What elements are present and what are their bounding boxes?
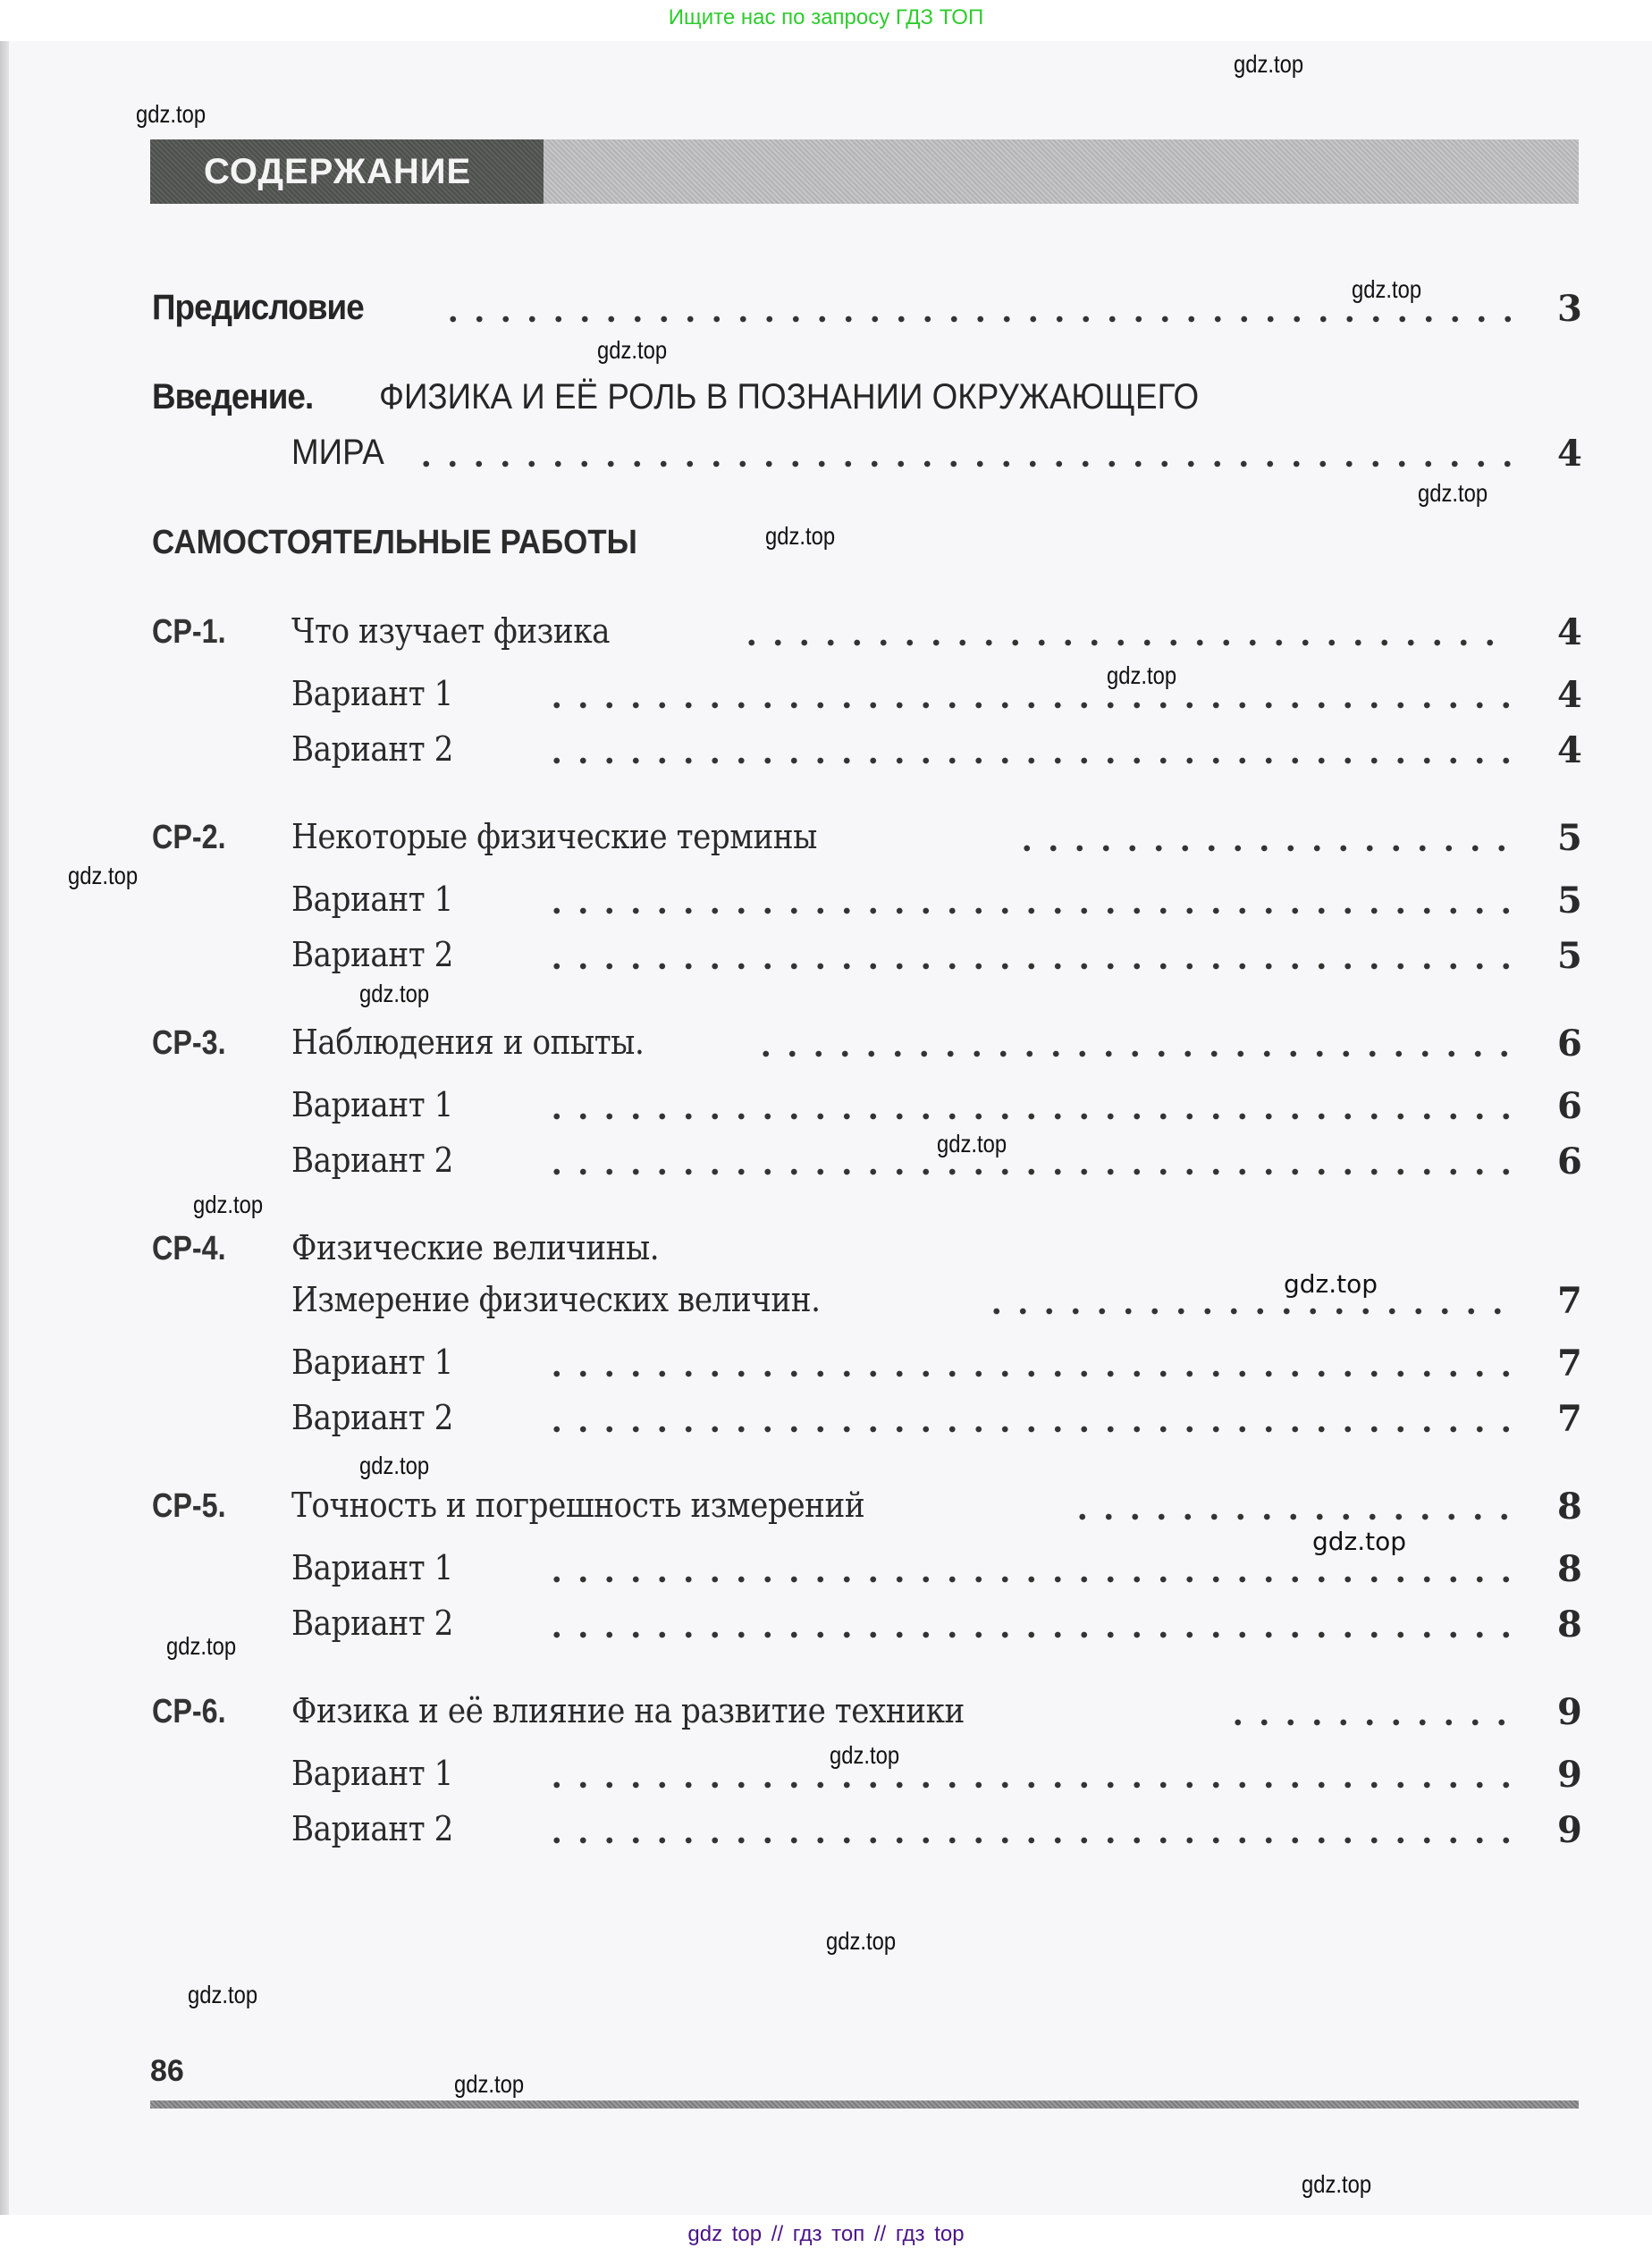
watermark: gdz.top	[765, 522, 836, 550]
toc-item-sr-5[interactable]	[0, 1486, 1652, 1530]
watermark: gdz.top	[1284, 1269, 1378, 1299]
bottom-promo-banner: gdz top // гдз топ // гдз top	[687, 2222, 965, 2246]
footer-rule	[150, 2100, 1579, 2109]
leader-dots	[1014, 844, 1513, 853]
toc-item-introduction-line2[interactable]	[0, 433, 1652, 477]
leader-dots	[544, 1630, 1513, 1639]
watermark: gdz.top	[826, 1927, 897, 1955]
work-title: Некоторые физические термины	[291, 817, 817, 856]
toc-item-label: Предисловие	[152, 288, 364, 327]
watermark: gdz.top	[1107, 661, 1177, 689]
page-number: 3	[1557, 288, 1582, 330]
watermark: gdz.top	[1302, 2170, 1372, 2198]
watermark: gdz.top	[188, 1981, 258, 2008]
watermark: gdz.top	[359, 1452, 430, 1479]
watermark: gdz.top	[454, 2070, 525, 2098]
variant-label: Вариант 1	[291, 1548, 453, 1587]
leader-dots	[413, 459, 1513, 468]
toc-item-sr-3-variant-2[interactable]	[0, 1141, 1652, 1185]
toc-item-sr-4-line1[interactable]	[0, 1228, 1652, 1273]
contents-title: СОДЕРЖАНИЕ	[150, 139, 544, 204]
page-number: 5	[1557, 935, 1582, 977]
leader-dots	[544, 906, 1513, 915]
section-title: САМОСТОЯТЕЛЬНЫЕ РАБОТЫ	[152, 524, 637, 561]
page-number: 5	[1557, 880, 1582, 922]
leader-dots	[544, 1575, 1513, 1584]
watermark: gdz.top	[359, 980, 430, 1007]
page-number: 8	[1557, 1486, 1582, 1528]
variant-label: Вариант 2	[291, 729, 453, 769]
page-number-footer: 86	[150, 2054, 184, 2088]
leader-dots	[544, 1780, 1513, 1789]
page-number: 4	[1557, 611, 1582, 653]
page-number: 9	[1557, 1809, 1582, 1851]
watermark: gdz.top	[1234, 50, 1304, 78]
leader-dots	[753, 1049, 1513, 1058]
toc-item-label: МИРА	[291, 433, 384, 472]
work-code: СР-5.	[152, 1487, 226, 1525]
work-title: Что изучает физика	[291, 611, 611, 651]
leader-dots	[738, 638, 1513, 647]
leader-dots	[544, 1425, 1513, 1434]
toc-item-sr-1[interactable]	[0, 611, 1652, 656]
page-number: 4	[1557, 729, 1582, 771]
watermark: gdz.top	[937, 1130, 1007, 1157]
page-number: 5	[1557, 817, 1582, 859]
variant-label: Вариант 2	[291, 1398, 453, 1437]
watermark: gdz.top	[136, 100, 206, 128]
work-code: СР-2.	[152, 819, 226, 856]
page-number: 7	[1557, 1343, 1582, 1385]
leader-dots	[544, 756, 1513, 765]
leader-dots	[544, 1836, 1513, 1845]
toc-item-sr-4-variant-2[interactable]	[0, 1398, 1652, 1443]
page-number: 6	[1557, 1085, 1582, 1127]
toc-item-sr-5-variant-2[interactable]	[0, 1604, 1652, 1648]
leader-dots	[1225, 1718, 1513, 1727]
variant-label: Вариант 2	[291, 1809, 453, 1848]
leader-dots	[440, 315, 1513, 324]
variant-label: Вариант 1	[291, 1085, 453, 1124]
work-title: Наблюдения и опыты.	[291, 1023, 645, 1062]
work-code: СР-4.	[152, 1230, 226, 1267]
toc-item-sr-6[interactable]	[0, 1691, 1652, 1736]
work-title-line1: Физические величины.	[291, 1228, 660, 1267]
toc-item-sr-4[interactable]	[0, 1280, 1652, 1325]
page-number: 9	[1557, 1754, 1582, 1796]
variant-label: Вариант 2	[291, 1141, 453, 1180]
contents-header-band	[150, 139, 1579, 204]
page-number: 9	[1557, 1691, 1582, 1733]
toc-item-sr-2-variant-2[interactable]	[0, 935, 1652, 980]
toc-item-label-bold: Введение.	[152, 377, 314, 417]
toc-item-sr-2[interactable]	[0, 817, 1652, 862]
variant-label: Вариант 1	[291, 674, 453, 713]
toc-item-sr-6-variant-2[interactable]	[0, 1809, 1652, 1854]
leader-dots	[544, 1112, 1513, 1121]
work-title: Точность и погрешность измерений	[291, 1486, 865, 1525]
page-number: 8	[1557, 1548, 1582, 1590]
toc-item-sr-6-variant-1[interactable]	[0, 1754, 1652, 1798]
toc-item-sr-2-variant-1[interactable]	[0, 880, 1652, 924]
top-promo-banner: Ищите нас по запросу ГДЗ ТОП	[668, 5, 984, 29]
work-code: СР-1.	[152, 613, 226, 651]
variant-label: Вариант 1	[291, 880, 453, 919]
watermark: gdz.top	[597, 336, 668, 364]
variant-label: Вариант 1	[291, 1343, 453, 1382]
toc-item-introduction[interactable]	[0, 377, 1652, 422]
work-code: СР-3.	[152, 1024, 226, 1062]
variant-label: Вариант 1	[291, 1754, 453, 1793]
watermark: gdz.top	[1352, 275, 1422, 303]
leader-dots	[544, 1167, 1513, 1176]
page-number: 6	[1557, 1141, 1582, 1183]
work-code: СР-6.	[152, 1693, 226, 1730]
watermark: gdz.top	[193, 1191, 264, 1218]
page-number: 4	[1557, 433, 1582, 475]
work-title: Измерение физических величин.	[291, 1280, 821, 1319]
watermark: gdz.top	[1418, 479, 1488, 507]
page-number: 8	[1557, 1604, 1582, 1646]
variant-label: Вариант 2	[291, 935, 453, 974]
watermark: gdz.top	[68, 862, 139, 889]
watermark: gdz.top	[830, 1741, 900, 1769]
leader-dots	[544, 1369, 1513, 1378]
toc-item-sr-4-variant-1[interactable]	[0, 1343, 1652, 1387]
page-number: 7	[1557, 1398, 1582, 1440]
watermark: gdz.top	[1312, 1527, 1407, 1556]
toc-item-sr-1-variant-1[interactable]	[0, 674, 1652, 719]
leader-dots	[983, 1307, 1513, 1316]
toc-item-label: ФИЗИКА И ЕЁ РОЛЬ В ПОЗНАНИИ ОКРУЖАЮЩЕГО	[379, 377, 1200, 417]
page-number: 7	[1557, 1280, 1582, 1322]
watermark: gdz.top	[166, 1632, 237, 1660]
leader-dots	[544, 962, 1513, 971]
toc-item-sr-3-variant-1[interactable]	[0, 1085, 1652, 1130]
toc-item-sr-3[interactable]	[0, 1023, 1652, 1067]
work-title: Физика и её влияние на развитие техники	[291, 1691, 965, 1730]
leader-dots	[1069, 1512, 1513, 1521]
variant-label: Вариант 2	[291, 1604, 453, 1643]
leader-dots	[544, 701, 1513, 710]
toc-item-sr-1-variant-2[interactable]	[0, 729, 1652, 774]
page-number: 4	[1557, 674, 1582, 716]
page-number: 6	[1557, 1023, 1582, 1065]
